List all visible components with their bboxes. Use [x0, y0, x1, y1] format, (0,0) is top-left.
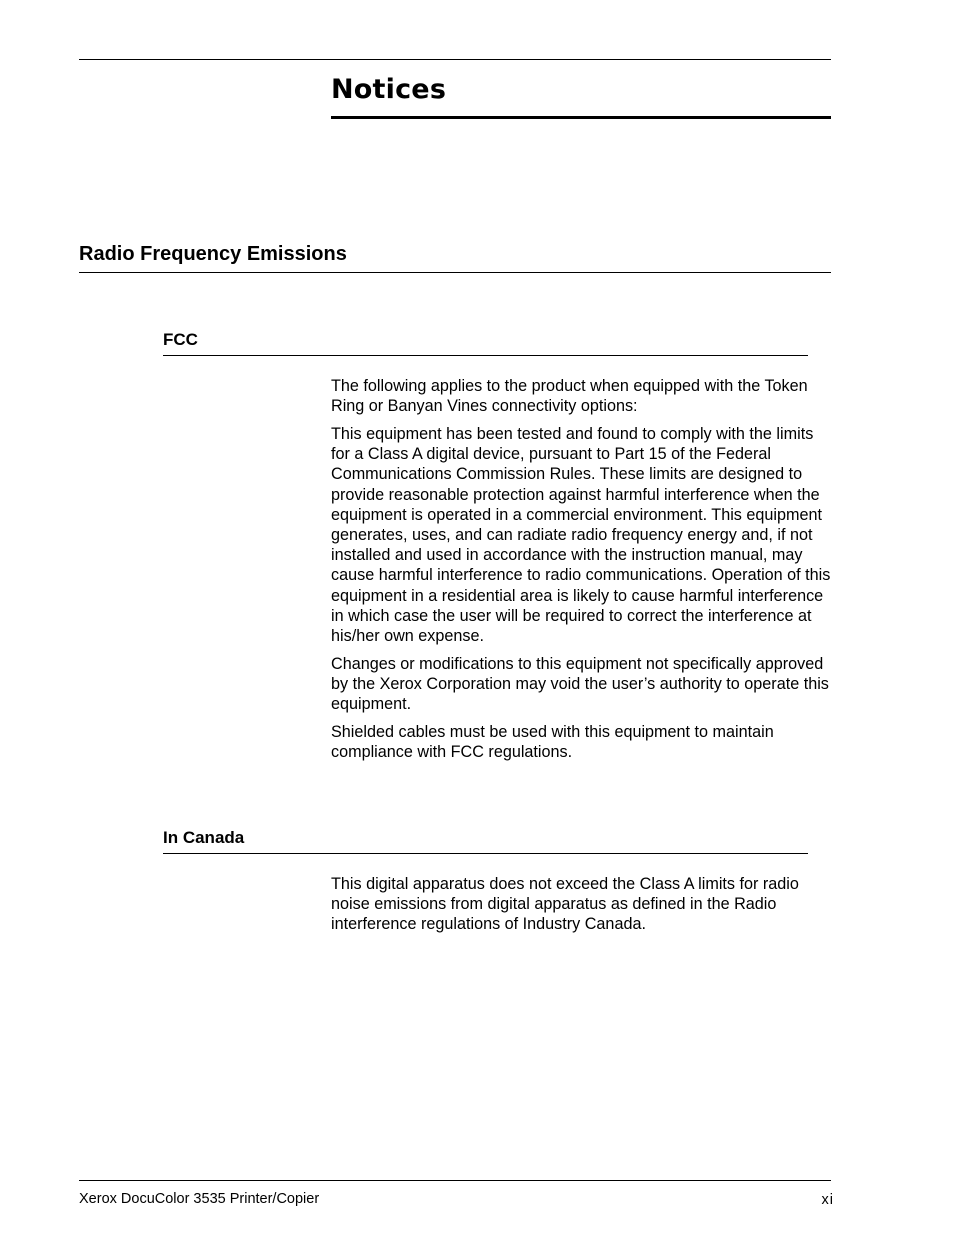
- footer-rule: [79, 1180, 831, 1181]
- title-underline: [331, 116, 831, 119]
- header-top-rule: [79, 59, 831, 60]
- fcc-paragraph: Shielded cables must be used with this equipment to maintain compliance with FCC regulations.: [331, 722, 774, 761]
- page-title: Notices: [331, 74, 447, 105]
- fcc-body: [331, 376, 831, 770]
- fcc-paragraph: Changes or modifications to this equipment not specifically approved by the Xerox Corporation may void the user’s authority to operate this equipment.: [331, 654, 829, 714]
- footer-page-number: xi: [821, 1192, 834, 1208]
- fcc-rule: [163, 355, 808, 356]
- canada-body: [331, 874, 831, 942]
- section-heading: Radio Frequency Emissions: [79, 243, 347, 265]
- footer-product-name: Xerox DocuColor 3535 Printer/Copier: [79, 1191, 320, 1207]
- section-rule: [79, 272, 831, 273]
- canada-paragraph: This digital apparatus does not exceed the Class A limits for radio noise emissions from digital apparatus as defined in the Radio interference regulations of Industry Canada.: [331, 875, 799, 934]
- fcc-paragraph: The following applies to the product when equipped with the Token Ring or Banyan Vines connectivity options:: [331, 377, 808, 416]
- canada-heading: In Canada: [163, 828, 245, 847]
- fcc-paragraph: This equipment has been tested and found to comply with the limits for a Class A digital device, pursuant to Part 15 of the Federal Communications Commission Rules. These limits are designed to provide reasonable protection against harmful interference when the equipment is operated in a commercial environment. This equipment generates, uses, and can radiate radio frequency energy and, if not installed and used in accordance with the instruction manual, may cause harmful interference to radio communications. Operation of this equipment in a residential area is likely to cause harmful interference in which case the user will be required to correct the interference at his/her own expense.: [331, 424, 831, 645]
- canada-rule: [163, 853, 808, 854]
- fcc-heading: FCC: [163, 330, 198, 349]
